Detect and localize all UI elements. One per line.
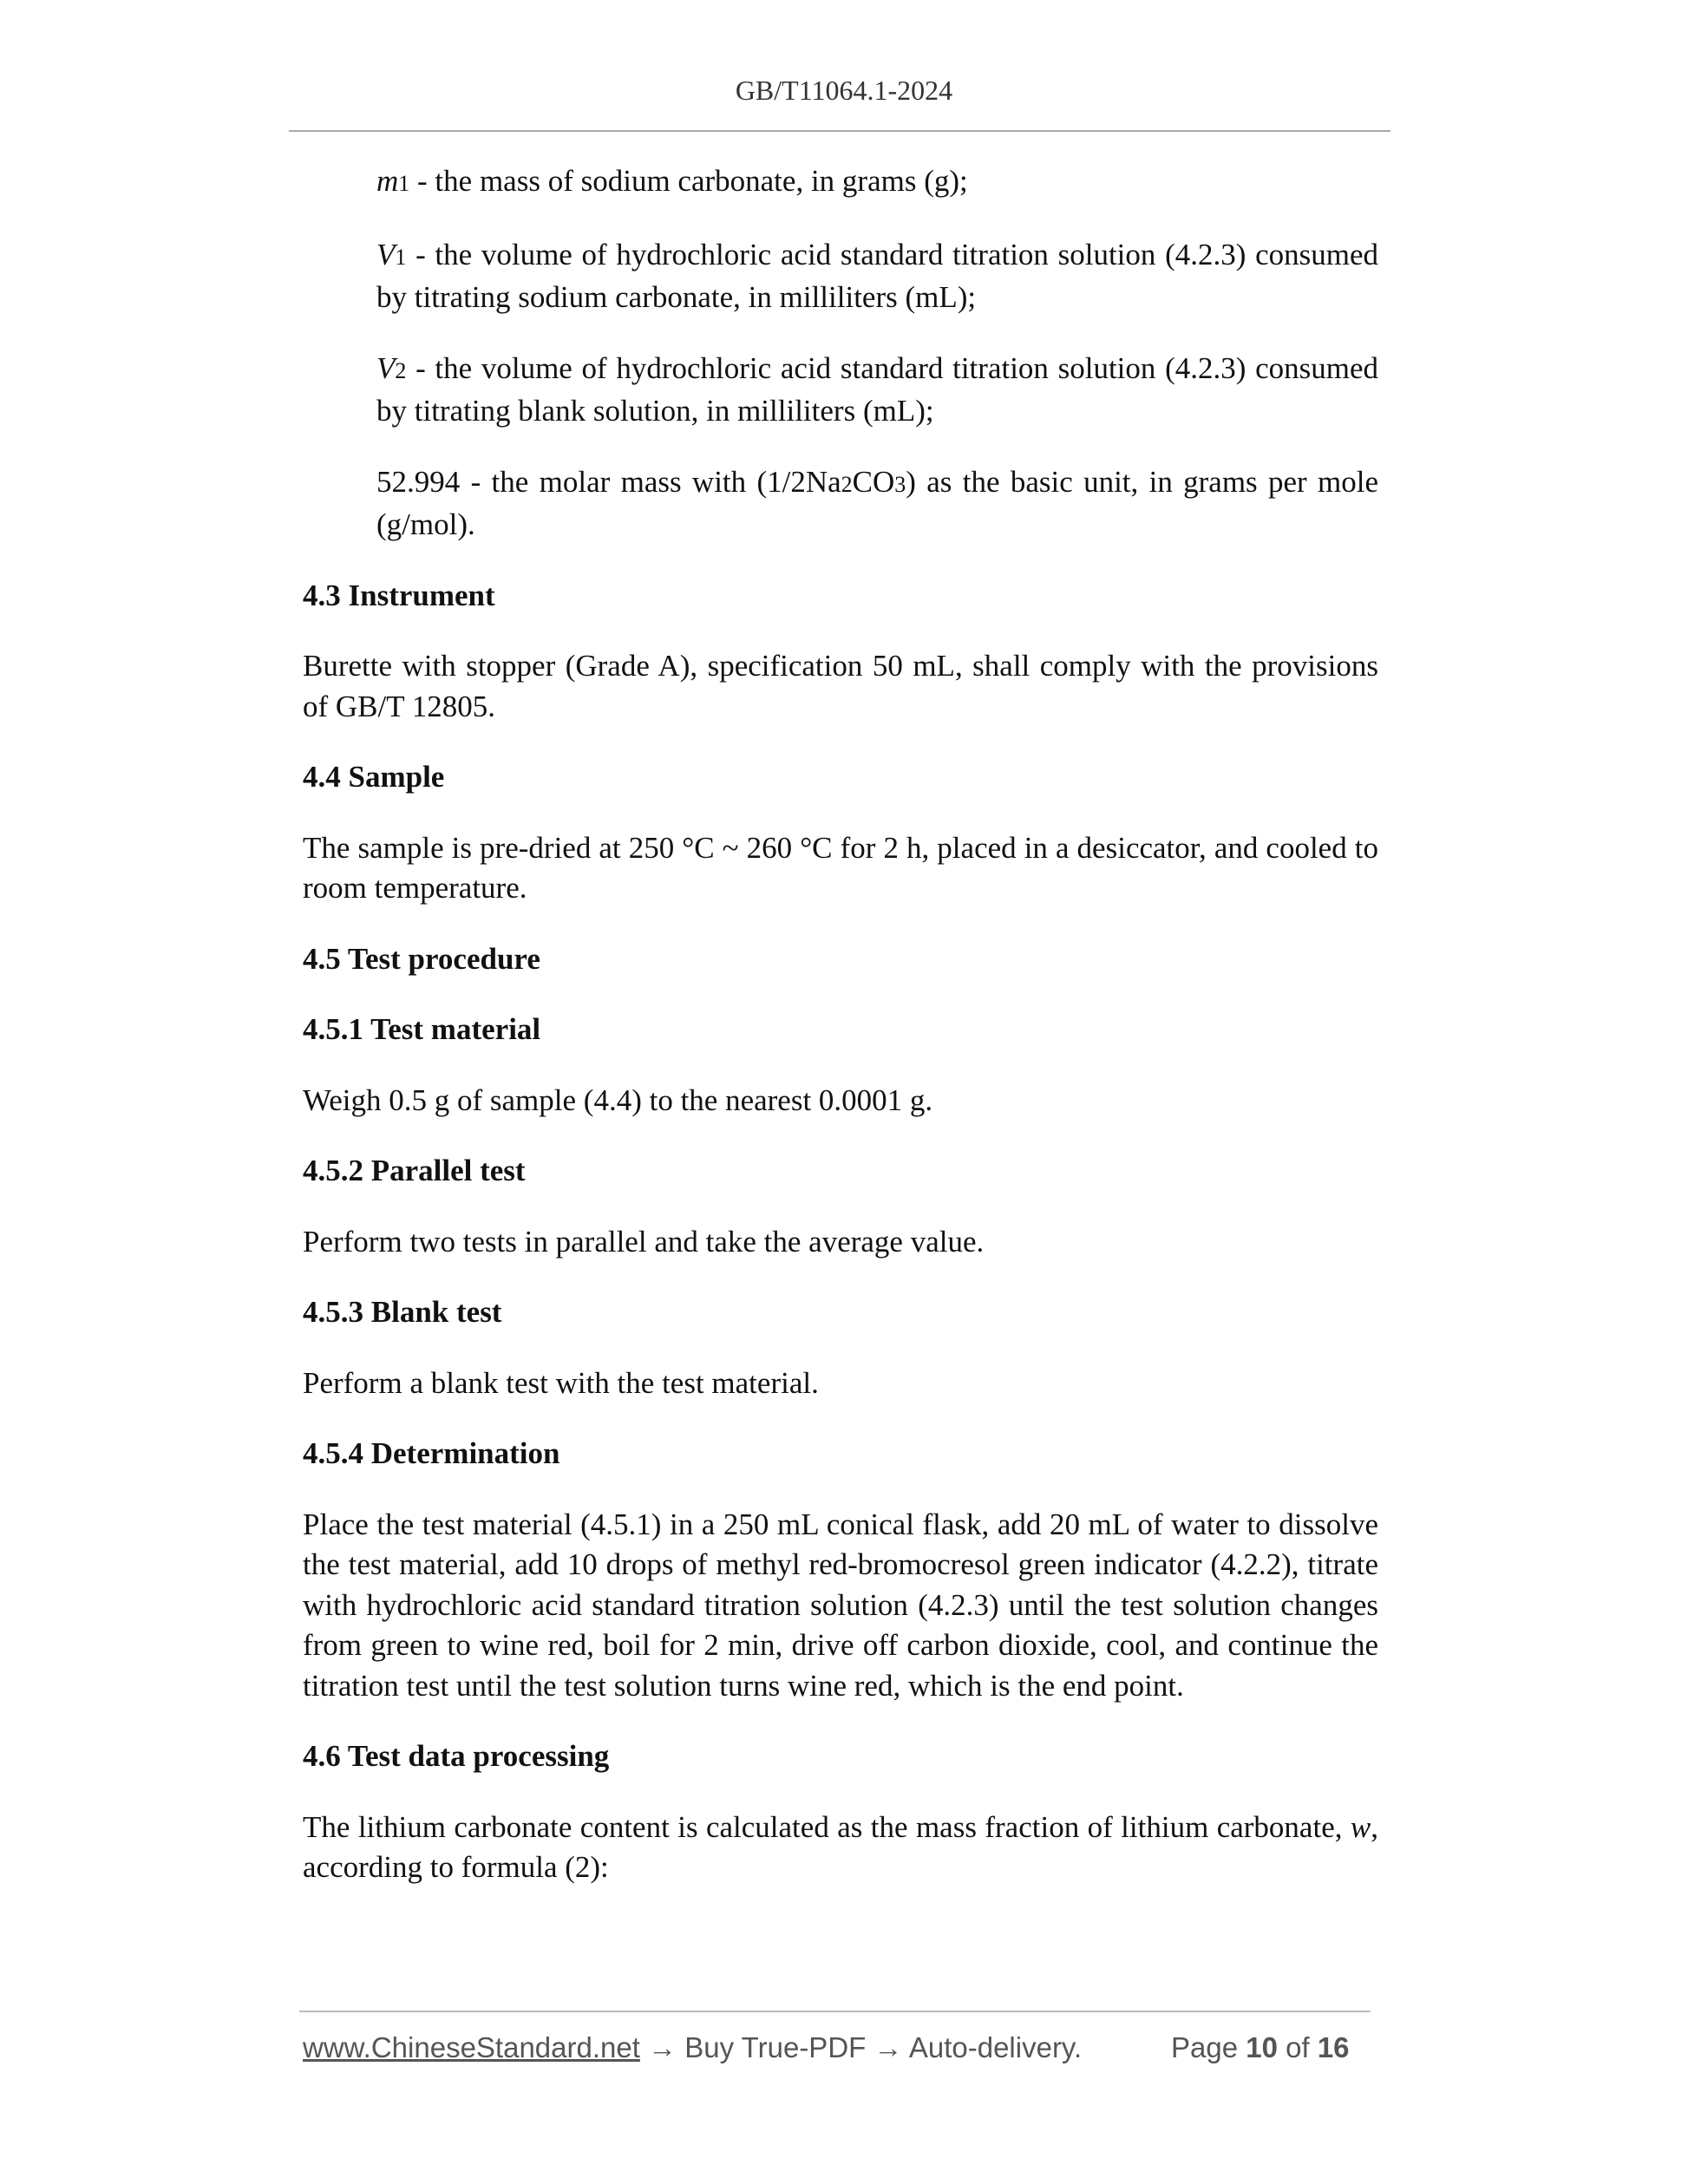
arrow-icon: → — [639, 2031, 685, 2063]
formula-subscript: 2 — [841, 471, 853, 497]
section-text: , according to formula (2): — [303, 1809, 1378, 1884]
header-divider — [289, 130, 1390, 132]
definition-v1 — [376, 235, 1378, 318]
section-text-4-4: The sample is pre-dried at 250 °C ~ 260 °C for 2 h, placed in a desiccator, and cooled to room temperature. — [303, 830, 1378, 905]
section-heading-4-4: 4.4 Sample — [303, 760, 445, 794]
formula-subscript: 3 — [894, 471, 906, 497]
footer-promo — [303, 2031, 1082, 2064]
definition-text: - the volume of hydrochloric acid standard titration solution (4.2.3) consumed by titrating sodium carbonate, in milliliters (mL); — [376, 237, 1378, 314]
section-text-4-5-2: Perform two tests in parallel and take the average value. — [303, 1224, 985, 1259]
section-heading-4-5-2: 4.5.2 Parallel test — [303, 1154, 526, 1187]
section-heading-4-5-1: 4.5.1 Test material — [303, 1012, 541, 1046]
variable-symbol: w — [1350, 1809, 1371, 1844]
section-text-4-5-4: Place the test material (4.5.1) in a 250 mL conical flask, add 20 mL of water to dissolve the test material, add 10 drops of methyl red-bromocresol green indicator (4.2.2), titrate with hydrochloric acid standard titration solution (4.2.3) until the test solution changes from green to wine red, boil for 2 min, drive off carbon dioxide, cool, and continue the titration test until the test solution turns wine red, which is the end point. — [303, 1507, 1378, 1703]
definition-molar-mass — [376, 462, 1378, 546]
variable-subscript: 1 — [398, 171, 410, 196]
page-content — [303, 161, 1378, 1919]
arrow-icon: → — [866, 2031, 909, 2063]
page-total: 16 — [1317, 2031, 1350, 2063]
section-heading-4-5-4: 4.5.4 Determination — [303, 1436, 560, 1470]
formula-text: CO — [852, 464, 895, 499]
definition-text: 52.994 - the molar mass with (1/2Na — [376, 464, 841, 499]
variable-symbol: V — [376, 237, 396, 271]
section-text: The lithium carbonate content is calculated as the mass fraction of lithium carbonate, — [303, 1809, 1351, 1844]
page-number: 10 — [1246, 2031, 1278, 2063]
variable-definitions — [303, 161, 1378, 546]
footer-delivery-text: Auto-delivery. — [908, 2031, 1083, 2063]
page-label: Page — [1171, 2031, 1246, 2063]
footer-divider — [299, 2011, 1371, 2012]
definition-m1 — [376, 161, 1378, 205]
header-title: GB/T11064.1-2024 — [735, 75, 953, 106]
section-text-4-5-1: Weigh 0.5 g of sample (4.4) to the nearest 0.0001 g. — [303, 1082, 933, 1117]
section-text-4-3: Burette with stopper (Grade A), specification 50 mL, shall comply with the provisions of GB/T 12805. — [303, 649, 1378, 723]
definition-text: - the volume of hydrochloric acid standard titration solution (4.2.3) consumed by titrating blank solution, in milliliters (mL); — [376, 350, 1378, 428]
definition-text: ) as the basic unit, in grams per mole (g/mol). — [376, 464, 1378, 541]
variable-symbol: V — [376, 350, 396, 385]
variable-subscript: 1 — [395, 244, 407, 270]
page-indicator — [1171, 2031, 1350, 2064]
section-text-4-5-3: Perform a blank test with the test material. — [303, 1365, 819, 1400]
definition-v2 — [376, 349, 1378, 432]
variable-subscript: 2 — [395, 357, 407, 383]
section-text-4-6 — [303, 1808, 1378, 1888]
footer-buy-text: Buy True-PDF — [684, 2031, 867, 2063]
of-label: of — [1277, 2031, 1318, 2063]
website-link[interactable]: www.ChineseStandard.net — [303, 2031, 640, 2063]
variable-symbol: m — [376, 164, 399, 198]
section-heading-4-5-3: 4.5.3 Blank test — [303, 1295, 502, 1329]
definition-text: - the mass of sodium carbonate, in grams (g); — [409, 164, 968, 198]
section-heading-4-5: 4.5 Test procedure — [303, 941, 540, 976]
section-heading-4-6: 4.6 Test data processing — [303, 1739, 610, 1773]
section-heading-4-3: 4.3 Instrument — [303, 578, 495, 612]
